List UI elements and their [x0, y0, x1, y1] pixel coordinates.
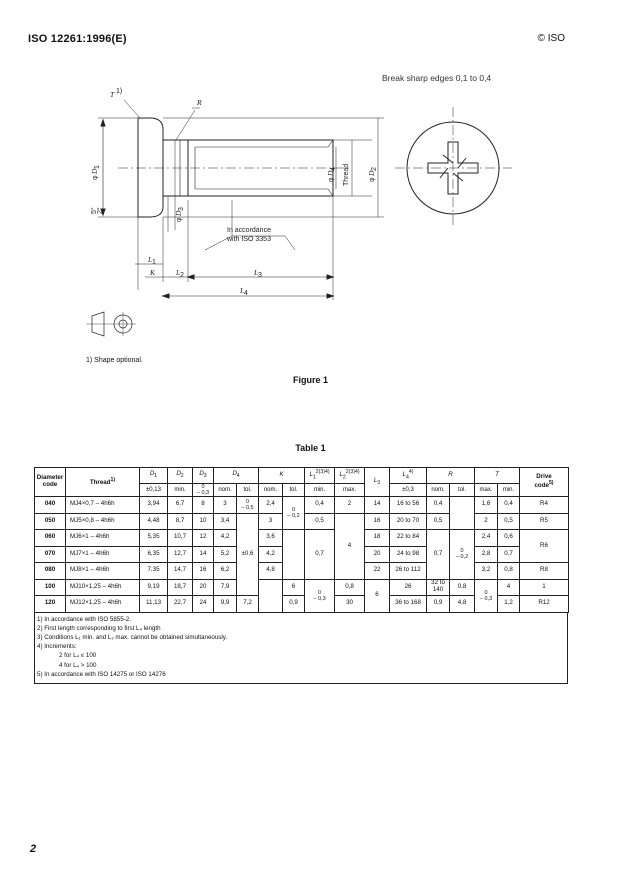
cell-code: 080	[35, 563, 66, 580]
cell-thread: MJ7×1 – 4h6h	[66, 546, 140, 563]
cell-D4: 5,2	[214, 546, 237, 563]
cell-code: 100	[35, 579, 66, 596]
sub-L2: max.	[335, 484, 365, 497]
cell-code: 050	[35, 513, 66, 530]
cell-T-max: 4	[498, 579, 520, 596]
header-L3: $L_3$	[365, 468, 390, 497]
cell-K: 6	[283, 579, 305, 596]
note-4a: 2 for L₄ ≤ 100	[59, 652, 97, 660]
cell-D1: 7,35	[140, 563, 168, 580]
cell-D1: 6,35	[140, 546, 168, 563]
sub-T-min: min.	[498, 484, 520, 497]
label-D4-sub: 4	[330, 167, 337, 171]
note-2: 2) First length corresponding to first L₄ length	[37, 624, 161, 632]
cell-R: 0,5	[427, 513, 450, 530]
sub-K-tol: tol.	[283, 484, 305, 497]
header-D2: $D_2$	[168, 468, 193, 484]
sub-D4-tol: tol.	[237, 484, 259, 497]
cell-K: 3	[259, 513, 283, 530]
sub-T-max: max.	[475, 484, 498, 497]
cell-R-merged: 0,7	[427, 530, 450, 580]
label-L1: L	[148, 255, 153, 264]
sub-D2: min.	[168, 484, 193, 497]
table-caption: Table 1	[295, 443, 326, 453]
label-L2: L	[176, 268, 181, 277]
note-4b: 4 for L₄ > 100	[59, 661, 97, 669]
sub-R-tol: tol.	[450, 484, 475, 497]
label-L3-sub: 3	[258, 272, 262, 279]
cell-L1-merged: 0,7	[305, 530, 335, 580]
cell-D3: 24	[193, 596, 214, 613]
cell-T-min: 1,2	[498, 596, 520, 613]
cell-L3: 22	[365, 563, 390, 580]
document-id: ISO 12261:1996(E)	[28, 33, 127, 45]
label-phi-D1: φ	[92, 175, 99, 180]
cell-L3: 30	[335, 596, 365, 613]
cell-D4: 4,2	[214, 530, 237, 547]
header-diameter-code: Diameter code	[35, 468, 66, 497]
cell-K-tol-empty	[283, 530, 305, 580]
cell-thread: MJ4×0,7 – 4h6h	[66, 497, 140, 514]
cell-L2-c: 6	[365, 579, 390, 612]
cell-T-max: 2,4	[475, 530, 498, 547]
cell-L4: 22 to 84	[390, 530, 427, 547]
cell-D4: 7,9	[214, 579, 237, 596]
header-thread: Thread$^{1)}$	[66, 468, 140, 497]
cell-drive: R5	[520, 513, 569, 530]
cell-L2: 2	[335, 497, 365, 514]
cell-D4: 3,4	[214, 513, 237, 530]
note-5: 5) In accordance with ISO 14275 or ISO 14276	[37, 670, 166, 678]
label-K: K	[150, 268, 156, 277]
label-angle: 5°	[91, 207, 98, 214]
sub-K-nom: nom.	[259, 484, 283, 497]
cell-L4: 36 to 168	[390, 596, 427, 613]
label-accordance: In accordance	[227, 227, 271, 234]
figure-footnote: 1) Shape optional.	[86, 357, 143, 364]
label-R: R	[197, 98, 202, 107]
note-1: 1) In accordance with ISO 5855-2.	[37, 615, 131, 623]
sub-R-nom: nom.	[427, 484, 450, 497]
cell-L4: 24 to 98	[390, 546, 427, 563]
cell-D4: 3	[214, 497, 237, 514]
cell-code: 040	[35, 497, 66, 514]
header-T: T	[475, 468, 520, 484]
page-number: 2	[30, 843, 37, 855]
cell-R: 0,4	[427, 497, 450, 514]
header-L2: $L_2^{2)3)4)}$	[335, 468, 365, 484]
cell-D4-tol-first: 0 – 0,5	[237, 497, 259, 514]
cell-thread: MJ12×1,25 – 4h6h	[66, 596, 140, 613]
label-D1: D	[90, 168, 99, 174]
cell-L4: 32 to 140	[427, 579, 450, 596]
cell-D2: 8,7	[168, 513, 193, 530]
label-D2-sub: 2	[371, 167, 378, 171]
label-L4: L	[240, 286, 245, 295]
cell-T-min: 1	[520, 579, 569, 596]
cell-D2: 10,7	[168, 530, 193, 547]
label-D4: D	[326, 170, 335, 176]
sub-L4: ±0,3	[390, 484, 427, 497]
cell-K: 2,4	[259, 497, 283, 514]
cell-L3: 16	[365, 513, 390, 530]
label-D1-sub: 1	[94, 165, 101, 169]
cell-T-max: 4,8	[450, 596, 475, 613]
cell-D1: 5,35	[140, 530, 168, 547]
header-L1: $L_1^{2)3)4)}$	[305, 468, 335, 484]
cell-K: 7,2	[237, 596, 259, 613]
cell-L1: 0,4	[305, 497, 335, 514]
cell-L3: 26	[390, 579, 427, 596]
label-thread: Thread	[343, 163, 350, 186]
label-L1-sub: 1	[152, 259, 156, 266]
cell-D3: 20	[193, 579, 214, 596]
cell-D3: 8	[193, 497, 214, 514]
sub-D3: 0 – 0,3	[193, 484, 214, 497]
table-row	[35, 579, 569, 596]
cell-D2: 6,7	[168, 497, 193, 514]
cell-D3: 12	[193, 530, 214, 547]
cell-T-min: 0,4	[498, 497, 520, 514]
cell-D4-tol: ±0,6	[237, 513, 259, 596]
cell-D4: 9,9	[214, 596, 237, 613]
cell-R: 0,9	[427, 596, 450, 613]
cell-L3: 14	[365, 497, 390, 514]
cell-drive-R6: R6	[520, 530, 569, 563]
cell-drive: R4	[520, 497, 569, 514]
cell-T-min: 0,5	[498, 513, 520, 530]
cell-D2: 12,7	[168, 546, 193, 563]
cell-code: 060	[35, 530, 66, 547]
cell-K-tol-a: 0 – 0,2	[283, 497, 305, 530]
header-R: R	[427, 468, 475, 484]
label-D3-sub: 3	[178, 207, 185, 211]
cell-R: 0,8	[450, 579, 475, 596]
note-4: 4) Increments:	[37, 643, 77, 651]
label-phi-D4: φ	[328, 177, 335, 182]
note-3: 3) Conditions L₁ min. and L₂ max. cannot be obtained simultaneously.	[37, 633, 228, 641]
cell-T-max: 1,6	[475, 497, 498, 514]
label-phi-D3: φ	[176, 217, 183, 222]
label-angle2: 2°	[97, 207, 104, 214]
header-drive-code: Drive code$^{5)}$	[520, 468, 569, 497]
sub-L1: min.	[305, 484, 335, 497]
label-D2: D	[367, 170, 376, 176]
copyright-mark: © ISO	[537, 33, 565, 44]
cell-T-max: 3,2	[475, 563, 498, 580]
cell-L4: 20 to 70	[390, 513, 427, 530]
sub-D1: ±0,13	[140, 484, 168, 497]
cell-D1: 11,13	[140, 596, 168, 613]
label-L3: L	[254, 268, 259, 277]
cell-D3: 10	[193, 513, 214, 530]
cell-thread: MJ6×1 – 4h6h	[66, 530, 140, 547]
cell-D1: 9,19	[140, 579, 168, 596]
cell-D1: 4,48	[140, 513, 168, 530]
cell-K-tol-b: 0 – 0,3	[305, 579, 335, 612]
cell-D3: 14	[193, 546, 214, 563]
table-row	[35, 530, 569, 547]
cell-thread: MJ5×0,8 – 4h6h	[66, 513, 140, 530]
cell-R-tol-empty	[450, 497, 475, 530]
header-D4: $D_4$	[214, 468, 259, 484]
cell-T-max: 2,8	[475, 546, 498, 563]
cell-L1: 0,5	[305, 513, 335, 530]
cell-L1: 0,9	[283, 596, 305, 613]
table-notes	[34, 613, 568, 684]
label-D3: D	[174, 210, 183, 216]
cell-T-max: 2	[475, 513, 498, 530]
table-row	[35, 497, 569, 514]
label-L2-sub: 2	[180, 272, 184, 279]
cell-L2-b: 4	[335, 513, 365, 579]
cell-drive: R8	[520, 563, 569, 580]
cell-L3: 20	[365, 546, 390, 563]
cell-L4: 16 to 56	[390, 497, 427, 514]
header-K: K	[259, 468, 305, 484]
cell-R-tol-a: 0 – 0,2	[450, 530, 475, 580]
label-T: T	[110, 90, 115, 99]
break-edges-note: Break sharp edges 0,1 to 0,4	[382, 73, 492, 83]
dimension-table	[34, 467, 569, 613]
cell-D4-tol-empty	[259, 579, 283, 612]
bolt-drawing	[0, 0, 621, 380]
cell-L1: 0,8	[335, 579, 365, 596]
header-D1: $D_1$	[140, 468, 168, 484]
label-iso-ref: with ISO 3353	[227, 236, 271, 243]
cell-D3: 16	[193, 563, 214, 580]
cell-T-min: 0,8	[498, 563, 520, 580]
cell-L3: 18	[365, 530, 390, 547]
cell-thread: MJ10×1,25 – 4h6h	[66, 579, 140, 596]
cell-D1: 3,94	[140, 497, 168, 514]
cell-K: 3,6	[259, 530, 283, 547]
cell-R-tol-b: 0 – 0,3	[475, 579, 498, 612]
cell-D2: 18,7	[168, 579, 193, 596]
cell-T-min: 0,6	[498, 530, 520, 547]
cell-code: 120	[35, 596, 66, 613]
cell-D2: 14,7	[168, 563, 193, 580]
cell-thread: MJ8×1 – 4h6h	[66, 563, 140, 580]
header-L4: $L_4^{4)}$	[390, 468, 427, 484]
cell-D4: 6,2	[214, 563, 237, 580]
label-T-sup: 1)	[116, 88, 123, 95]
cell-drive: R12	[520, 596, 569, 613]
cell-D2: 22,7	[168, 596, 193, 613]
cell-T-min: 0,7	[498, 546, 520, 563]
label-L4-sub: 4	[244, 290, 248, 297]
cell-K: 4,8	[259, 563, 283, 580]
header-D3: $D_3$	[193, 468, 214, 484]
bolt-head	[138, 118, 163, 217]
label-phi-D2: φ	[369, 177, 376, 182]
cell-L4: 26 to 112	[390, 563, 427, 580]
cell-code: 070	[35, 546, 66, 563]
figure-caption: Figure 1	[292, 375, 328, 385]
table-1	[34, 467, 568, 684]
sub-D4-nom: nom.	[214, 484, 237, 497]
cell-K: 4,2	[259, 546, 283, 563]
